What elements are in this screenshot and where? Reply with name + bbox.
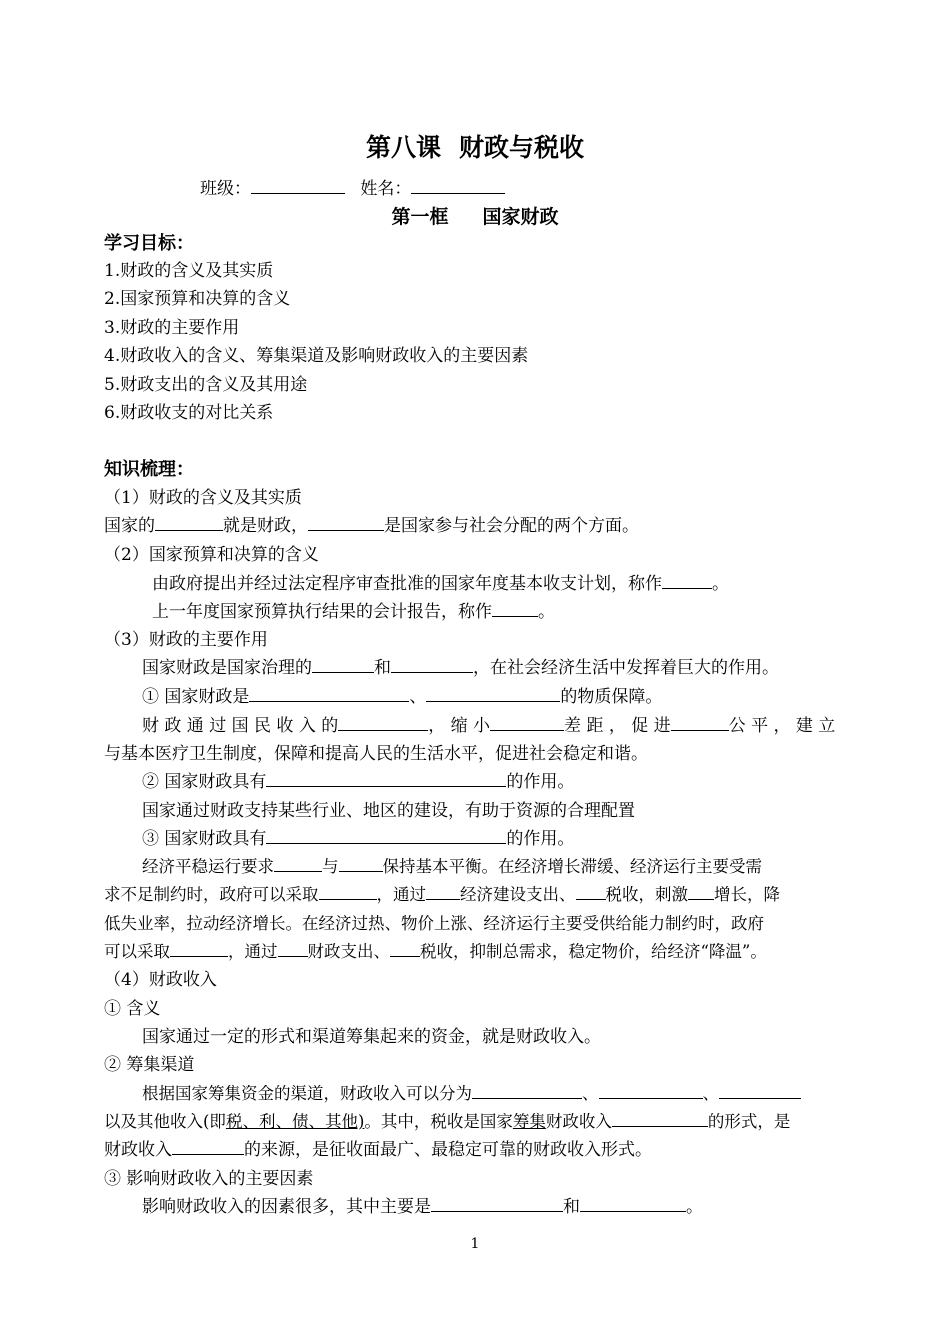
section-number: 第一框 [391,206,449,228]
fill-blank[interactable] [662,572,712,589]
name-blank[interactable] [411,177,505,194]
fill-blank[interactable] [599,1082,703,1099]
fill-blank[interactable] [338,714,428,731]
fill-blank[interactable] [249,685,409,702]
fill-blank[interactable] [319,883,377,900]
s2-line: 由政府提出并经过法定程序审查批准的国家年度基本收支计划，称作 。 [152,574,729,594]
s3-line: ① 国家财政是 、 的物质保障。 [142,687,663,707]
s3-line: 财 政 通 过 国 民 收 入 的 ， 缩 小 差 距 ， 促 进 公 平 ， 建 立 [142,716,836,736]
class-name-row [200,174,505,199]
s3-line: 低失业率，拉动经济增长。在经济过热、物价上涨、经济运行主要受供给能力制约时，政府 [104,914,764,933]
objective-item: 1.财政的含义及其实质 [104,261,274,281]
fill-blank[interactable] [390,940,420,957]
fill-blank[interactable] [339,855,383,872]
knowledge-heading: 知识梳理： [104,459,194,480]
fill-blank[interactable] [576,883,606,900]
objective-item: 4.财政收入的含义、筹集渠道及影响财政收入的主要因素 [104,346,529,366]
s4-point: ② 筹集渠道 [104,1055,195,1075]
fill-blank[interactable] [278,940,308,957]
s3-line: 可以采取 ，通过 财政支出、 税收，抑制总需求，稳定物价，给经济“降温”。 [104,942,767,961]
s2-line: 上一年度国家预算执行结果的会计报告，称作 。 [152,602,555,622]
s4-line: 影响财政收入的因素很多，其中主要是 和 。 [142,1197,703,1217]
fill-blank[interactable] [490,714,564,731]
fill-blank[interactable] [472,1082,582,1099]
fill-blank[interactable] [266,770,506,787]
fill-blank[interactable] [266,827,506,844]
class-blank[interactable] [251,177,345,194]
s3-line: 求不足制约时，政府可以采取 ，通过 经济建设支出、 税收，刺激 增长，降 [104,885,780,904]
s4-point: ③ 影响财政收入的主要因素 [104,1169,314,1189]
s4-line: 以及其他收入(即税、利、债、其他)。其中，税收是国家筹集财政收入 的形式，是 [104,1112,791,1131]
fill-blank[interactable] [312,656,374,673]
s3-line: 经济平稳运行要求 与 保持基本平衡。在经济增长滞缓、经济运行主要受需 [142,857,762,876]
fill-blank[interactable] [308,514,384,531]
lesson-title [0,128,950,164]
class-label: 班级： [200,179,251,199]
s3-line: ② 国家财政具有 的作用。 [142,772,575,792]
name-label: 姓名： [360,179,412,199]
objective-item: 2.国家预算和决算的含义 [104,289,291,309]
fill-blank[interactable] [492,600,538,617]
objective-item: 3.财政的主要作用 [104,318,240,338]
fill-blank[interactable] [719,1082,801,1099]
section-title [0,202,950,229]
lesson-name: 财政与税收 [459,133,585,162]
fill-blank[interactable] [426,685,560,702]
s1-title: （1）财政的含义及其实质 [104,488,302,508]
s3-line: ③ 国家财政具有 的作用。 [142,829,575,849]
s4-line: 国家通过一定的形式和渠道筹集起来的资金，就是财政收入。 [142,1027,601,1047]
fill-blank[interactable] [612,1110,708,1127]
s3-line: 与基本医疗卫生制度，保障和提高人民的生活水平，促进社会稳定和谐。 [104,744,648,764]
s4-title: （4）财政收入 [104,970,217,990]
s4-line: 根据国家筹集资金的渠道，财政收入可以分为 、 、 [142,1082,846,1106]
s3-line: 国家财政是国家治理的 和 ，在社会经济生活中发挥着巨大的作用。 [142,658,779,678]
fill-blank[interactable] [274,855,322,872]
fill-blank[interactable] [170,940,228,957]
s1-line: 国家的 就是财政， 是国家参与社会分配的两个方面。 [104,516,639,536]
s3-title: （3）财政的主要作用 [104,630,268,650]
fill-blank[interactable] [671,714,729,731]
fill-blank[interactable] [391,656,473,673]
section-name: 国家财政 [482,206,559,228]
fill-blank[interactable] [580,1195,686,1212]
s4-line: 财政收入 的来源，是征收面最广、最稳定可靠的财政收入形式。 [104,1140,652,1160]
page-number: 1 [470,1236,480,1252]
lesson-number: 第八课 [365,133,441,162]
fill-blank[interactable] [155,514,223,531]
s2-title: （2）国家预算和决算的含义 [104,545,319,565]
fill-blank[interactable] [431,1195,563,1212]
s3-line: 国家通过财政支持某些行业、地区的建设，有助于资源的合理配置 [142,801,635,821]
fill-blank[interactable] [426,883,460,900]
objective-item: 6.财政收支的对比关系 [104,403,274,423]
s4-point: ① 含义 [104,999,161,1019]
objective-item: 5.财政支出的含义及其用途 [104,375,308,395]
objectives-heading: 学习目标： [104,233,194,254]
fill-blank[interactable] [172,1138,244,1155]
fill-blank[interactable] [688,883,714,900]
